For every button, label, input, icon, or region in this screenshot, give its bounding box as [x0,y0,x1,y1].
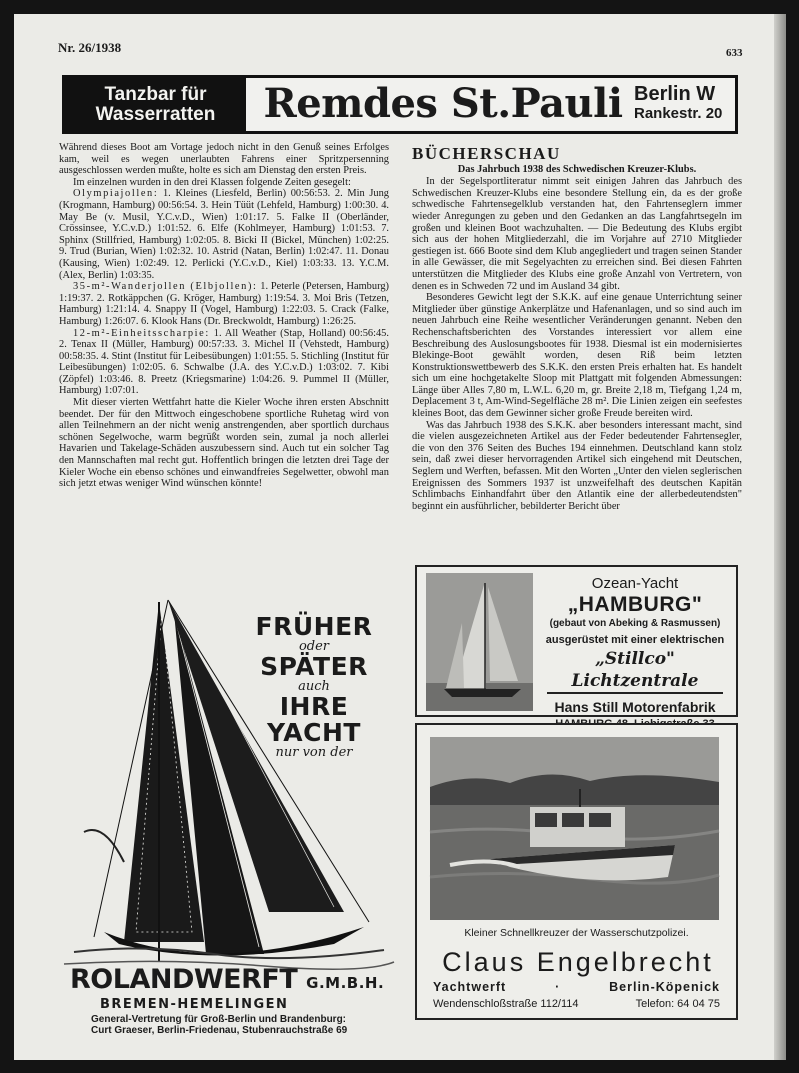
review-paragraph: In der Segelsportliteratur nimmt seit einigen Jahren das Jahrbuch des Schwedischen Kreuzer-Klubs eine besondere Stellung ein, da es der große schwedische Fahrtensegelklub verstanden hat, den Fahrtenseglern immer wieder Anregungen zu geben und den Gedanken an das Langfahrtsegeln im großen und kleinen Boot wachzuhalten. — Die Bedeutung des Klubs ergibt sich aus der hohen Mitgliederzahl, die im Vorjahre auf 2710 Mitglieder gestiegen ist. 666 Boote sind dem Klub angegliedert und tragen seinen Stander in alle Gewässer, die mit Segelyachten zu erreichen sind. Bei diesen Fahrten unterstützen die Mitglieder des Klubs eine große Anzahl von Vertretern, von denen es in Schweden 72 und im Ausland 34 gibt. [412,176,742,292]
banner-slogan-line1: Tanzbar für [104,83,207,105]
stillco-builder: (gebaut von Abeking & Rasmussen) [549,618,721,629]
engelbrecht-address: Wendenschloßstraße 112/114 [433,998,579,1010]
roland-city: BREMEN-HEMELINGEN [100,997,289,1012]
engelbrecht-subline [433,980,720,994]
representation-line1: General-Vertretung für Groß-Berlin und Brandenburg: [91,1014,347,1025]
engelbrecht-type: Yachtwerft [433,980,507,994]
company-suffix: G.M.B.H. [306,974,385,992]
banner-slogan-line2: Wasserratten [95,103,216,125]
class-name: Olympiajollen: [73,188,159,200]
roland-company-name [70,964,400,995]
sailboat-photo [426,573,533,711]
section-title: BÜCHERSCHAU [412,144,561,163]
roland-representation [91,1014,391,1036]
representation-line2: Curt Graeser, Berlin-Friedenau, Stubenrauchstraße 69 [91,1025,348,1036]
book-title: Das Jahrbuch 1938 des Schwedischen Kreuzer-Klubs. [457,163,697,175]
slogan-spaeter: SPÄTER [260,652,368,681]
engelbrecht-location: Berlin-Köpenick [609,980,720,994]
banner-city: Berlin W [634,83,716,105]
page-binding-edge [774,14,786,1060]
rolandwerft-ad [54,582,402,1047]
slogan-auch: auch [298,679,330,694]
magazine-page [14,14,786,1060]
separator-dot: · [555,980,561,994]
company-name: ROLANDWERFT [70,964,298,995]
engelbrecht-ad [415,723,738,1020]
stillco-product: „Stillco" Lichtzentrale [547,648,723,694]
slogan-oder: oder [298,639,330,654]
article-paragraph: Im einzelnen wurden in den drei Klassen folgende Zeiten gesegelt: [73,176,351,188]
results-einheitsscharpie [59,328,389,398]
banner-street: Rankestr. 20 [634,105,723,122]
stillco-line1: Ozean-Yacht [591,575,679,592]
article-regatta-results [59,142,389,567]
review-paragraph: Was das Jahrbuch 1938 des S.K.K. aber besonders interessant macht, sind die vielen ausgezeichneten Artikel aus der Feder bedeutender Fahrtensegler, die von den 376 Seiten des Buches 194 einnehmen. Deutschland kann stolz sein, daß zwei dieser hervorragenden Artikel sich eingehend mit Deutschen, Seglern und Werften, befassen. Mit den Worten „Unter den vielen seglerischen Ereignissen des Sommers 1937 ist unzweifelhaft des deutschen Kapitän Schlimbachs Einhandfahrt über den Atlantik eine der allerbedeutendsten" beginnt ein ausführlicher, bebilderter Bericht über [412,419,742,512]
book-review-column [412,142,742,567]
engelbrecht-name: Claus Engelbrecht [442,947,714,977]
results-olympiajollen [59,188,389,281]
review-paragraph: Besonderes Gewicht legt der S.K.K. auf eine genaue Unterrichtung seiner Mitglieder über günstige Ankerplätze und Hafenanlagen, und so sind auch im neuen Jahrbuch eine Reihe wesentlicher Veränderungen genannt. Neben den Rechenschaftsberichten des Vorstandes interessiert vor allem eine Beschreibung des Auslosungsbootes für 1938. Diesmal ist ein modernisiertes Blekinge-Boot gewählt worden, desen Riß beim letzten Konstruktionswettbewerb des S.K.K. den ersten Preis erhalten hat. Es handelt sich um eine hochgetakelte Sloop mit Plattgatt mit folgenden Abmessungen: Länge über Alles 7,80 m, L.W.L. 6,20 m, gr. Breite 2,18 m, Tiefgang 1,24 m, Deplacement 3 t, Am-Wind-Segelfläche 28 m². Die Linien zeigen ein seefestes kleines Boot, das dem Gewinner sicher große Freude bereiten wird. [412,292,742,420]
article-paragraph: Mit dieser vierten Wettfahrt hatte die Kieler Woche ihren ersten Abschnitt beendet. Der für den Mittwoch eingeschobene sportliche Ruhetag wird von allen Teilnehmern an der nicht wenig anstrengenden, aber sportlich durchaus schönen Segelwoche, warm begrüßt worden sein, zumal ja noch allerlei Havarien und Takelage-Schäden auszubessern sind. Auch tut ein solcher Tag den Mannschaften mal recht gut. Hoffentlich bringen die letzten drei Tage der Kieler Woche ein ebenso schönes und einwandfreies Segelwetter, obwohl man sich jetzt etwas weniger Wind wünschen könnte! [59,397,389,490]
stillco-text [537,575,733,732]
class-results: 1. Peterle (Petersen, Hamburg) 1:19:37. 2. Rotkäppchen (G. Kröger, Hamburg) 1:19:54. 3. Moi Bris (Tetzen, Hamburg) 1:21:14. 4. Snappy II (Vogel, Hamburg) 1:22:03. 5. Crack (Falke, Hamburg) 1:26:07. 6. Klook Hans (Dr. Breckwoldt, Hamburg) 1:26:25. [59,281,389,327]
results-wanderjollen [59,281,389,327]
page-number: 633 [726,47,743,59]
stillco-yacht-name: „HAMBURG" [567,593,703,616]
remdes-banner-ad [62,75,738,134]
slogan-nur-von-der: nur von der [275,745,353,760]
stillco-company: Hans Still Motorenfabrik [554,699,716,715]
slogan-ihre-yacht: IHRE YACHT [267,692,361,747]
engelbrecht-phone: Telefon: 64 04 75 [635,998,720,1010]
class-name: 12-m²-Einheitsscharpie: [73,327,210,339]
photo-caption: Kleiner Schnellkreuzer der Wasserschutzpolizei. [464,927,689,939]
article-paragraph: Während dieses Boot am Vortage jedoch nicht in den Genuß seines Erfolges kam, weil es wegen unerlaubten Fahrens einer Spritzpersenning ausgeschlossen werden mußte, holte es sich am Dienstag den ersten Preis. [59,142,389,177]
banner-address [634,83,732,123]
stillco-ad [415,565,738,717]
stillco-equipped: ausgerüstet mit einer elektrischen [545,634,725,646]
banner-venue-name: Remdes St.Pauli [263,80,623,127]
class-name: 35-m²-Wanderjollen (Elbjollen): [73,281,258,293]
motorboat-photo [430,737,719,920]
roland-slogan [229,614,399,760]
class-results: 1. Kleines (Liesfeld, Berlin) 00:56:53. 2. Min Jung (Krogmann, Hamburg) 00:56:54. 3. Hein Tüüt (Lehfeld, Hamburg) 1:00:30. 4. May Be (v. Musil, Y.C.v.D., Wien) 1:01:17. 5. Falke II (Oberländer, Crössinsee, Y.C.v.D.) 1:01:52. 6. Elfe (Kohlmeyer, Hamburg) 1:01:53. 7. Sphinx (Stillfried, Hamburg) 1:02:05. 8. Bicki II (Bickel, München) 1:02:25. 9. Trud (Burian, Wien) 1:02:32. 10. Astrid (Natan, Berlin) 1:02:47. 11. Donau (Kausing, Wien) 1:02:49. 12. Perlicki (Y.C.v.D., Kiel) 1:03:33. 13. Y.C.M. (Alex, Berlin) 1:03:35. [59,188,389,281]
slogan-frueher: FRÜHER [255,612,373,641]
class-results: 1. All Weather (Stap, Holland) 00:56:45. 2. Tenax II (Müller, Hamburg) 00:57:33. 3. Michel II (Vehstedt, Hamburg) 00:58:35. 4. Stint (Institut für Leibesübungen) 1:01:55. 5. Stichling (Institut für Leibesübungen) 1:02:05. 6. Schwalbe (J.A. des Y.C.v.D.) 1:03:02. 7. Kibi (Zöpfel) 1:03:46. 8. Preetz (Kriegsmarine) 1:04:26. 9. Pummel II (Müller, Hamburg) 1:07:01. [59,327,389,397]
engelbrecht-contact [433,998,720,1010]
banner-slogan [65,78,246,131]
issue-number: Nr. 26/1938 [58,40,122,55]
